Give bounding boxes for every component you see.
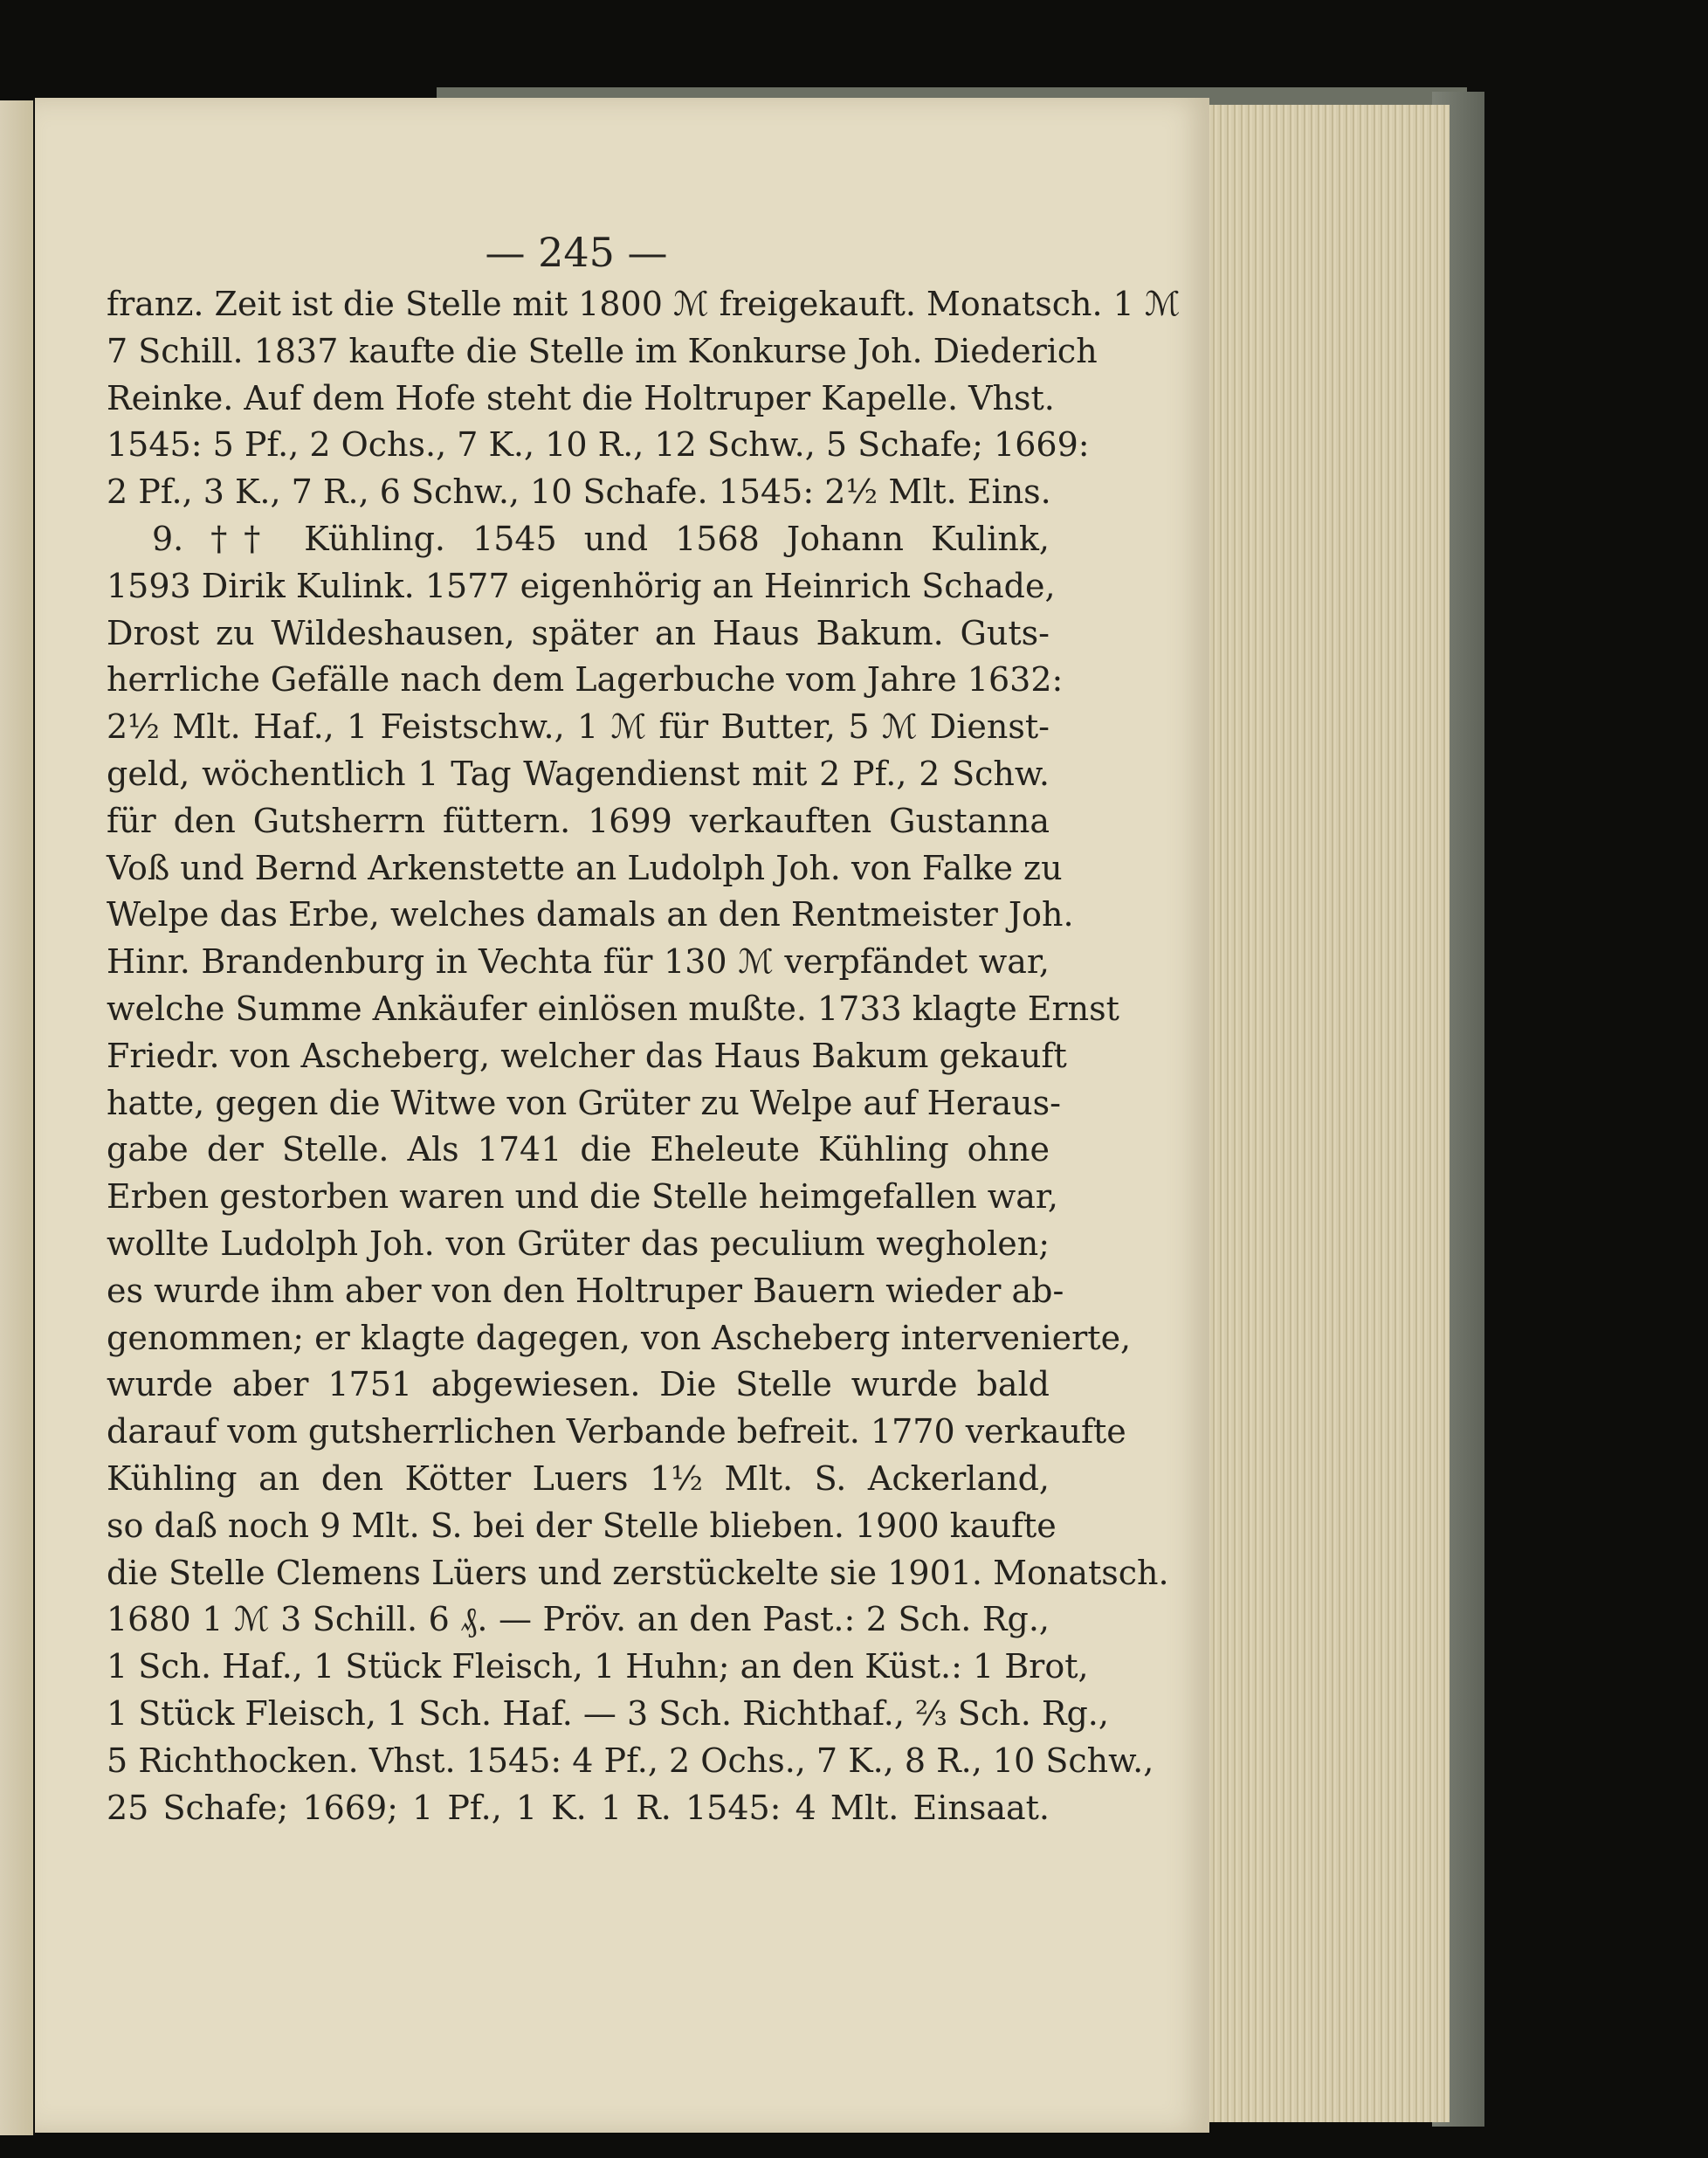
page-stack-edges bbox=[1196, 105, 1450, 2122]
text-line: wollte Ludolph Joh. von Grüter das peculium wegholen; bbox=[107, 1224, 1050, 1263]
text-line: hatte, gegen die Witwe von Grüter zu Welpe auf Heraus- bbox=[107, 1083, 1061, 1122]
text-line: 7 Schill. 1837 kaufte die Stelle im Konkurse Joh. Diederich bbox=[107, 331, 1098, 370]
text-line: Friedr. von Ascheberg, welcher das Haus Bakum gekauft bbox=[107, 1036, 1067, 1075]
text-line: 25 Schafe; 1669; 1 Pf., 1 K. 1 R. 1545: 4 Mlt. Einsaat. bbox=[107, 1788, 1050, 1827]
text-line: 2½ Mlt. Haf., 1 Feistschw., 1 ℳ für Butter, 5 ℳ Dienst- bbox=[107, 707, 1050, 747]
text-line: für den Gutsherrn füttern. 1699 verkauften Gustanna bbox=[107, 801, 1050, 840]
text-line: genommen; er klagte dagegen, von Ascheberg intervenierte, bbox=[107, 1318, 1132, 1357]
text-line: 2 Pf., 3 K., 7 R., 6 Schw., 10 Schafe. 1545: 2½ Mlt. Eins. bbox=[107, 472, 1051, 512]
facing-page-edge bbox=[0, 100, 33, 2135]
text-line: Voß und Bernd Arkenstette an Ludolph Joh. von Falke zu bbox=[107, 848, 1063, 887]
text-line: wurde aber 1751 abgewiesen. Die Stelle wurde bald bbox=[107, 1365, 1050, 1404]
text-line: 1593 Dirik Kulink. 1577 eigenhörig an Heinrich Schade, bbox=[107, 566, 1056, 605]
body-text bbox=[107, 281, 1181, 1831]
text-line: gabe der Stelle. Als 1741 die Eheleute Kühling ohne bbox=[107, 1130, 1050, 1169]
text-line: Hinr. Brandenburg in Vechta für 130 ℳ verpfändet war, bbox=[107, 942, 1050, 982]
text-line: 1680 1 ℳ 3 Schill. 6 ₰. — Pröv. an den Past.: 2 Sch. Rg., bbox=[107, 1600, 1050, 1639]
text-line: herrliche Gefälle nach dem Lagerbuche vom Jahre 1632: bbox=[107, 660, 1064, 700]
text-line: Erben gestorben waren und die Stelle heimgefallen war, bbox=[107, 1177, 1058, 1217]
text-line: 1 Stück Fleisch, 1 Sch. Haf. — 3 Sch. Richthaf., ⅔ Sch. Rg., bbox=[107, 1693, 1109, 1733]
text-line: geld, wöchentlich 1 Tag Wagendienst mit 2 Pf., 2 Schw. bbox=[107, 754, 1050, 793]
text-line: es wurde ihm aber von den Holtruper Bauern wieder ab- bbox=[107, 1271, 1064, 1310]
text-line: Welpe das Erbe, welches damals an den Rentmeister Joh. bbox=[107, 895, 1074, 934]
text-line: Drost zu Wildeshausen, später an Haus Bakum. Guts- bbox=[107, 613, 1050, 652]
text-line: die Stelle Clemens Lüers und zerstückelte sie 1901. Monatsch. bbox=[107, 1553, 1169, 1592]
text-line: darauf vom gutsherrlichen Verbande befreit. 1770 verkaufte bbox=[107, 1412, 1126, 1451]
text-line: 1545: 5 Pf., 2 Ochs., 7 K., 10 R., 12 Schw., 5 Schafe; 1669: bbox=[107, 425, 1090, 465]
text-line: 5 Richthocken. Vhst. 1545: 4 Pf., 2 Ochs., 7 K., 8 R., 10 Schw., bbox=[107, 1741, 1154, 1780]
page-number: — 245 — bbox=[485, 229, 668, 276]
text-line: 1 Sch. Haf., 1 Stück Fleisch, 1 Huhn; an den Küst.: 1 Brot, bbox=[107, 1647, 1089, 1686]
text-line: franz. Zeit ist die Stelle mit 1800 ℳ freigekauft. Monatsch. 1 ℳ bbox=[107, 285, 1181, 323]
text-line: so daß noch 9 Mlt. S. bei der Stelle blieben. 1900 kaufte bbox=[107, 1506, 1057, 1545]
text-line: Reinke. Auf dem Hofe steht die Holtruper Kapelle. Vhst. bbox=[107, 378, 1055, 417]
text-line: Kühling an den Kötter Luers 1½ Mlt. S. Ackerland, bbox=[107, 1458, 1050, 1498]
book-page bbox=[35, 98, 1209, 2133]
text-line: welche Summe Ankäufer einlösen mußte. 1733 klagte Ernst bbox=[107, 989, 1119, 1028]
text-line: 9. †† Kühling. 1545 und 1568 Johann Kulink, bbox=[152, 519, 1050, 558]
